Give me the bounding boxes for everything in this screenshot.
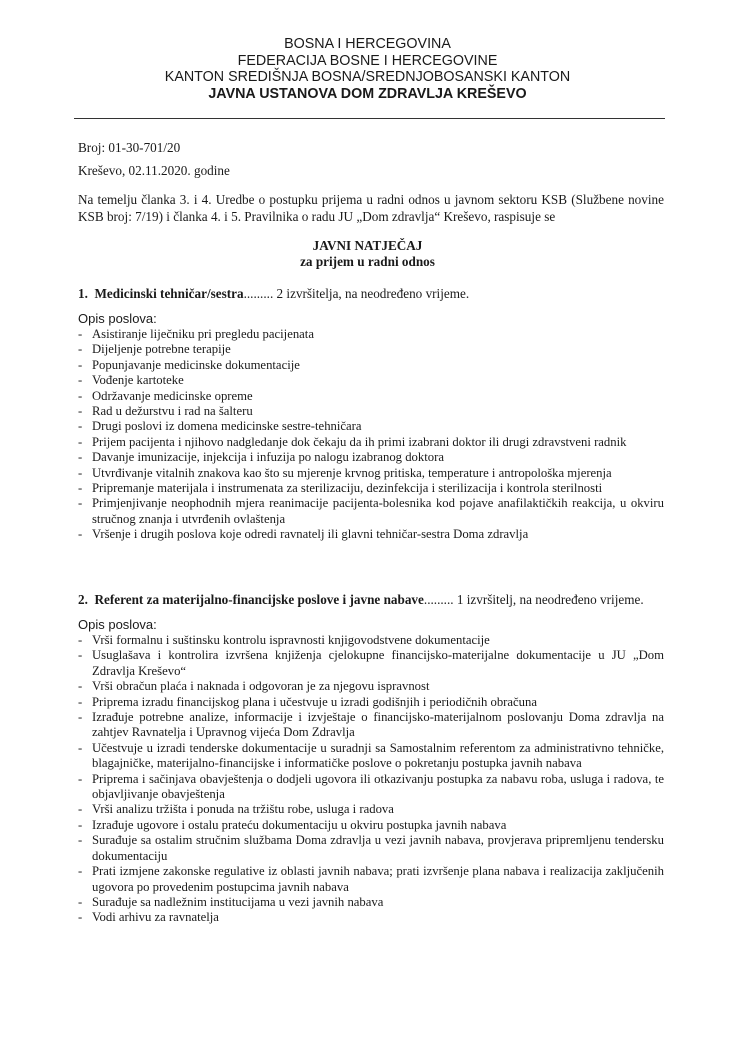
section-1-heading xyxy=(78,286,664,302)
duty-item xyxy=(78,527,664,542)
dash-bullet-icon: - xyxy=(78,710,83,725)
duty-item xyxy=(78,435,664,450)
duty-item xyxy=(78,633,664,648)
duty-item xyxy=(78,864,664,895)
dash-bullet-icon: - xyxy=(78,357,83,372)
header-divider xyxy=(74,118,665,119)
section-1-number: 1. xyxy=(78,286,88,301)
duty-text: Priprema izradu financijskog plana i učestvuje u izradi godišnjih i periodičnih obračuna xyxy=(92,694,537,709)
dash-bullet-icon: - xyxy=(78,910,83,925)
section-2-number: 2. xyxy=(78,592,88,607)
dash-bullet-icon: - xyxy=(78,894,83,909)
section-1-detail: ......... 2 izvršitelja, na neodređeno vrijeme. xyxy=(243,286,470,301)
letterhead-federation: FEDERACIJA BOSNE I HERCEGOVINE xyxy=(237,52,498,69)
duty-text: Utvrđivanje vitalnih znakova kao što su mjerenje krvnog pritiska, temperature i antropološka mjerenja xyxy=(92,465,612,480)
letterhead-institution: JAVNA USTANOVA DOM ZDRAVLJA KREŠEVO xyxy=(208,85,527,102)
title-sub: za prijem u radni odnos xyxy=(300,254,435,269)
duty-item xyxy=(78,695,664,710)
dash-bullet-icon: - xyxy=(78,450,83,465)
duty-text: Priprema i sačinjava obavještenja o dodjeli ugovora ili otkazivanju postupka za nabavu roba, usluga i radova, te objavljivanje obavještenja xyxy=(92,771,664,802)
duty-item xyxy=(78,450,664,465)
duty-item xyxy=(78,648,664,679)
duty-item xyxy=(78,833,664,864)
section-2-heading xyxy=(78,592,664,608)
duty-text: Održavanje medicinske opreme xyxy=(92,388,253,403)
announcement-title xyxy=(70,238,665,270)
duty-item xyxy=(78,373,664,388)
document-number: Broj: 01-30-701/20 xyxy=(78,140,181,155)
intro-paragraph: Na temelju članka 3. i 4. Uredbe o postupku prijema u radni odnos u javnom sektoru KSB (Službene novine KSB broj: 7/19) i članka 4. i 5. Pravilnika o radu JU „Dom zdravlja“ Kreševo, raspisuje se xyxy=(78,192,664,224)
duty-text: Vršenje i drugih poslova koje odredi ravnatelj ili glavni tehničar-sestra Doma zdravlja xyxy=(92,527,529,542)
dash-bullet-icon: - xyxy=(78,327,83,341)
duty-item xyxy=(78,419,664,434)
duty-text: Vođenje kartoteke xyxy=(92,373,184,388)
dash-bullet-icon: - xyxy=(78,434,83,449)
dash-bullet-icon: - xyxy=(78,694,83,709)
dash-bullet-icon: - xyxy=(78,633,83,647)
dash-bullet-icon: - xyxy=(78,817,83,832)
duty-text: Surađuje sa nadležnim institucijama u vezi javnih nabava xyxy=(92,894,384,909)
duty-item xyxy=(78,327,664,342)
duty-text: Vrši obračun plaća i naknada i odgovoran je za njegovu ispravnost xyxy=(92,679,430,694)
dash-bullet-icon: - xyxy=(78,864,83,879)
duty-text: Vodi arhivu za ravnatelja xyxy=(92,910,219,925)
duty-item xyxy=(78,710,664,741)
duty-item xyxy=(78,481,664,496)
duty-text: Vrši analizu tržišta i ponuda na tržištu robe, usluga i radova xyxy=(92,802,394,817)
section-2-detail: ......... 1 izvršitelj, na neodređeno vrijeme. xyxy=(423,592,644,607)
duty-item xyxy=(78,895,664,910)
letterhead-country: BOSNA I HERCEGOVINA xyxy=(284,36,451,52)
dash-bullet-icon: - xyxy=(78,527,83,542)
duty-item xyxy=(78,358,664,373)
document-date: Kreševo, 02.11.2020. godine xyxy=(78,163,230,178)
duty-item xyxy=(78,772,664,803)
duty-text: Izrađuje potrebne analize, informacije i izvještaje o financijsko-materijalnom poslovanju Doma zdravlja na zahtjev Ravnatelja i Upravnog vijeća Dom Zdravlja xyxy=(92,710,664,740)
section-2-position: Referent za materijalno-financijske poslove i javne nabave xyxy=(94,592,424,607)
duty-text: Izrađuje ugovore i ostalu prateću dokumentaciju u okviru postupka javnih nabava xyxy=(92,817,507,832)
duty-item xyxy=(78,802,664,817)
dash-bullet-icon: - xyxy=(78,679,83,694)
duty-text: Rad u dežurstvu i rad na šalteru xyxy=(92,404,253,419)
duty-text: Usuglašava i kontrolira izvršena knjiženja cjelokupne financijsko-materijalne dokumentacije u JU „Dom Zdravlja Kreševo“ xyxy=(92,648,664,678)
duty-text: Primjenjivanje neophodnih mjera reanimacije pacijenta-bolesnika kod pojave anafilaktičkih reakcija, u okviru stručnog znanja i utvrđenih ovlaštenja xyxy=(92,496,664,526)
section-1-duties-list xyxy=(78,327,664,543)
duty-text: Učestvuje u izradi tenderske dokumentacije u suradnji sa Samostalnim referentom za administrativno tehničke, blagajničke, materijalno-financijske i informatičke poslove o pokretanju postupka javnih nabava xyxy=(92,740,664,771)
section-2-opis-label: Opis poslova: xyxy=(78,617,157,632)
dash-bullet-icon: - xyxy=(78,481,83,496)
dash-bullet-icon: - xyxy=(78,373,83,388)
dash-bullet-icon: - xyxy=(78,404,83,419)
duty-item xyxy=(78,404,664,419)
duty-text: Popunjavanje medicinske dokumentacije xyxy=(92,357,300,372)
dash-bullet-icon: - xyxy=(78,419,83,434)
duty-text: Dijeljenje potrebne terapije xyxy=(92,342,231,357)
duty-item xyxy=(78,496,664,527)
duty-item xyxy=(78,466,664,481)
title-main: JAVNI NATJEČAJ xyxy=(312,238,423,253)
dash-bullet-icon: - xyxy=(78,465,83,480)
duty-text: Vrši formalnu i suštinsku kontrolu ispravnosti knjigovodstvene dokumentacije xyxy=(92,633,490,647)
dash-bullet-icon: - xyxy=(78,342,83,357)
section-1-position: Medicinski tehničar/sestra xyxy=(94,286,244,301)
dash-bullet-icon: - xyxy=(78,388,83,403)
duty-text: Prijem pacijenta i njihovo nadgledanje dok čekaju da ih primi izabrani doktor ili drugi zdravstveni radnik xyxy=(92,434,627,449)
letterhead-canton: KANTON SREDIŠNJA BOSNA/SREDNJOBOSANSKI KANTON xyxy=(164,69,571,85)
duty-text: Pripremanje materijala i instrumenata za sterilizaciju, dezinfekcija i sterilizacija i kontrola sterilnosti xyxy=(92,481,603,496)
duty-item xyxy=(78,679,664,694)
duty-item xyxy=(78,741,664,772)
letterhead xyxy=(70,36,665,102)
dash-bullet-icon: - xyxy=(78,648,83,663)
duty-text: Davanje imunizacije, injekcija i infuzija po nalogu izabranog doktora xyxy=(92,450,444,465)
duty-item xyxy=(78,389,664,404)
dash-bullet-icon: - xyxy=(78,833,83,848)
duty-text: Prati izmjene zakonske regulative iz oblasti javnih nabava; prati izvršenje plana nabava i realizacija zaključenih ugovora po provedenim postupcima javnih nabava xyxy=(92,864,664,894)
duty-item xyxy=(78,342,664,357)
dash-bullet-icon: - xyxy=(78,802,83,817)
dash-bullet-icon: - xyxy=(78,740,83,755)
duty-item xyxy=(78,818,664,833)
dash-bullet-icon: - xyxy=(78,771,83,786)
section-1-opis-label: Opis poslova: xyxy=(78,311,157,326)
duty-text: Asistiranje liječniku pri pregledu pacijenata xyxy=(92,327,314,341)
duty-text: Surađuje sa ostalim stručnim službama Doma zdravlja u vezi javnih nabava, provjerava pripremljenu tendersku dokumentaciju xyxy=(92,833,664,863)
duty-item xyxy=(78,910,664,925)
dash-bullet-icon: - xyxy=(78,496,83,511)
section-2-duties-list xyxy=(78,633,664,926)
duty-text: Drugi poslovi iz domena medicinske sestre-tehničara xyxy=(92,419,362,434)
